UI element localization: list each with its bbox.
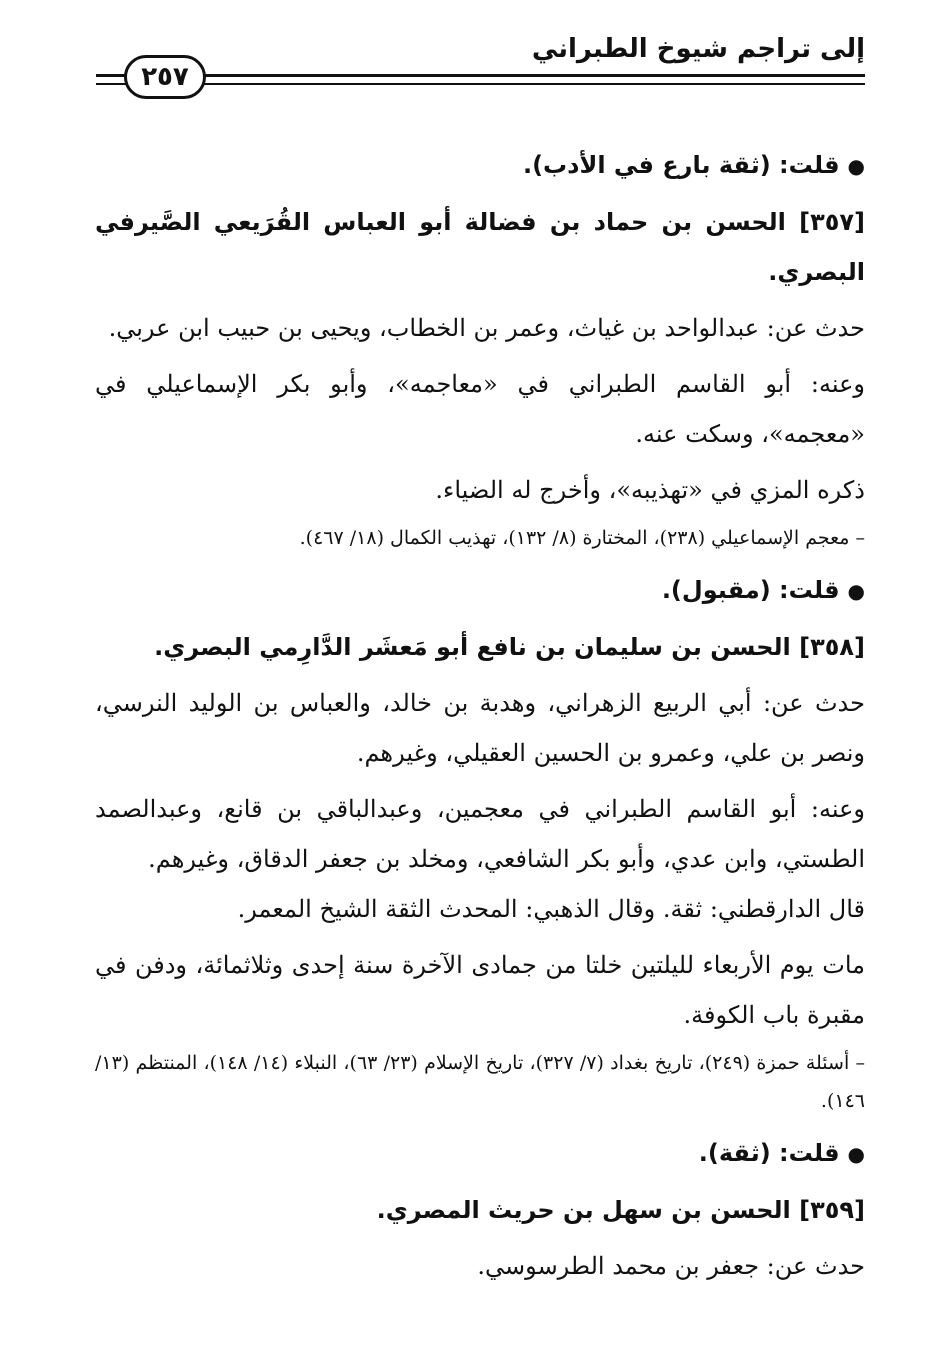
verdict-line: ● قلت: (ثقة). <box>95 1128 865 1179</box>
page-body <box>95 140 865 1291</box>
verdict-line: ● قلت: (ثقة بارع في الأدب). <box>95 140 865 191</box>
entry-heading-359: [٣٥٩] الحسن بن سهل بن حريث المصري. <box>376 1196 865 1224</box>
grading-paragraph: قال الدارقطني: ثقة. وقال الذهبي: المحدث الثقة الشيخ المعمر. <box>237 895 865 923</box>
sources-reference: – معجم الإسماعيلي (٢٣٨)، المختارة (٨/ ١٣٢)، تهذيب الكمال (١٨/ ٤٦٧). <box>299 527 865 549</box>
entry-heading-357: [٣٥٧] الحسن بن حماد بن فضالة أبو العباس القُرَيعي الصَّيرفي البصري. <box>95 208 865 286</box>
verdict-line: ● قلت: (مقبول). <box>95 565 865 616</box>
narrated-from-paragraph: حدث عن: جعفر بن محمد الطرسوسي. <box>477 1252 865 1280</box>
narrators-paragraph: وعنه: أبو القاسم الطبراني في معجمين، وعبدالباقي بن قانع، وعبدالصمد الطستي، وابن عدي، وأبو بكر الشافعي، ومخلد بن جعفر الدقاق، وغيرهم. <box>95 795 865 873</box>
running-header-title: إلى تراجم شيوخ الطبراني <box>531 34 865 64</box>
death-paragraph: مات يوم الأربعاء لليلتين خلتا من جمادى الآخرة سنة إحدى وثلاثمائة، ودفن في مقبرة باب الكوفة. <box>95 951 865 1029</box>
page-number-badge: ٢٥٧ <box>124 55 206 99</box>
narrated-from-paragraph: حدث عن: أبي الربيع الزهراني، وهدبة بن خالد، والعباس بن الوليد النرسي، ونصر بن علي، وعمرو بن الحسين العقيلي، وغيرهم. <box>95 689 865 767</box>
narrated-from-paragraph: حدث عن: عبدالواحد بن غياث، وعمر بن الخطاب، ويحيى بن حبيب ابن عربي. <box>108 314 865 342</box>
header-rule-top <box>96 74 865 77</box>
mention-paragraph: ذكره المزي في «تهذيبه»، وأخرج له الضياء. <box>435 476 865 504</box>
sources-reference: – أسئلة حمزة (٢٤٩)، تاريخ بغداد (٧/ ٣٢٧)، تاريخ الإسلام (٢٣/ ٦٣)، النبلاء (١٤/ ١٤٨)، المنتظم (١٣/ ١٤٦). <box>95 1052 865 1112</box>
header-rule-bottom <box>96 83 865 85</box>
entry-heading-358: [٣٥٨] الحسن بن سليمان بن نافع أبو مَعشَر الدَّارِمي البصري. <box>154 633 865 661</box>
narrators-paragraph: وعنه: أبو القاسم الطبراني في «معاجمه»، وأبو بكر الإسماعيلي في «معجمه»، وسكت عنه. <box>95 370 865 448</box>
